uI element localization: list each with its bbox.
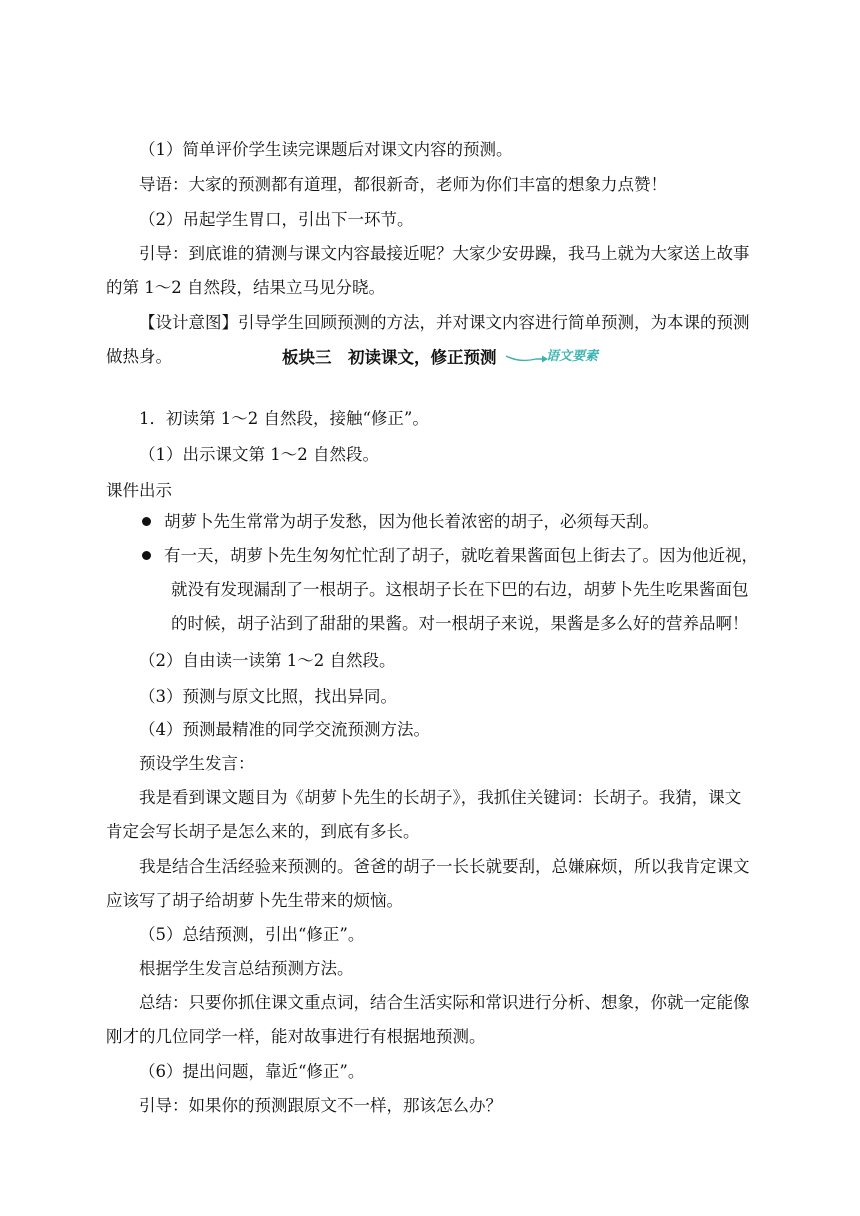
paragraph-arouse-appetite: （2）吊起学生胃口，引出下一环节。	[139, 210, 414, 229]
bullet-text-2-line2: 就没有发现漏刮了一根胡子。这根胡子长在下巴的右边，胡萝卜先生吃果酱面包	[171, 580, 749, 599]
paragraph-evaluate: （1）简单评价学生读完课题后对课文内容的预测。	[139, 140, 513, 159]
bullet-text-2-line3: 的时候，胡子沾到了甜甜的果酱。对一根胡子来说，果酱是多么好的营养品啊！	[171, 614, 749, 633]
bullet-dot	[142, 517, 151, 526]
step-show-text: （1）出示课文第 1～2 自然段。	[139, 445, 379, 464]
section-title: 板块三 初读课文，修正预测	[282, 348, 497, 367]
paragraph-final-guide: 引导：如果你的预测跟原文不一样，那该怎么办？	[139, 1096, 502, 1115]
paragraph-design-intent-line2: 做热身。	[106, 347, 172, 366]
courseware-label: 课件出示	[106, 481, 172, 500]
step-raise-question: （6）提出问题，靠近“修正”。	[139, 1062, 365, 1081]
step-free-read: （2）自由读一读第 1～2 自然段。	[139, 651, 396, 670]
bullet-text-1: 胡萝卜先生常常为胡子发愁，因为他长着浓密的胡子，必须每天刮。	[164, 512, 659, 531]
step-first-read: 1．初读第 1～2 自然段，接触“修正”。	[139, 409, 429, 428]
step-compare: （3）预测与原文比照，找出异同。	[139, 687, 397, 706]
arrow-connector-icon	[506, 354, 550, 364]
step-summary: （5）总结预测，引出“修正”。	[139, 925, 365, 944]
section-tag: 语文要素	[546, 349, 599, 364]
conclusion-line2: 刚才的几位同学一样，能对故事进行有根据地预测。	[106, 1027, 486, 1046]
student-speech-1-line2: 肯定会写长胡子是怎么来的，到底有多长。	[106, 822, 420, 841]
paragraph-guide-line2: 的第 1～2 自然段，结果立马见分晓。	[106, 278, 385, 297]
paragraph-design-intent-line1: 【设计意图】引导学生回顾预测的方法，并对课文内容进行简单预测，为本课的预测	[139, 313, 750, 332]
preset-speech-label: 预设学生发言：	[139, 754, 255, 773]
paragraph-summary-method: 根据学生发言总结预测方法。	[139, 959, 354, 978]
bullet-dot	[142, 551, 151, 560]
paragraph-guide-line1: 引导：到底谁的猜测与课文内容最接近呢？大家少安毋躁，我马上就为大家送上故事	[139, 244, 750, 263]
conclusion-line1: 总结：只要你抓住课文重点词，结合生活实际和常识进行分析、想象，你就一定能像	[139, 993, 750, 1012]
student-speech-2-line2: 应该写了胡子给胡萝卜先生带来的烦恼。	[106, 891, 403, 910]
student-speech-1-line1: 我是看到课文题目为《胡萝卜先生的长胡子》，我抓住关键词：长胡子。我猜，课文	[139, 788, 742, 807]
step-exchange: （4）预测最精准的同学交流预测方法。	[139, 720, 430, 739]
paragraph-intro-speech: 导语：大家的预测都有道理，都很新奇，老师为你们丰富的想象力点赞！	[139, 175, 667, 194]
student-speech-2-line1: 我是结合生活经验来预测的。爸爸的胡子一长长就要刮，总嫌麻烦，所以我肯定课文	[139, 857, 750, 876]
bullet-text-2-line1: 有一天，胡萝卜先生匆匆忙忙刮了胡子，就吃着果酱面包上街去了。因为他近视，	[164, 546, 758, 565]
